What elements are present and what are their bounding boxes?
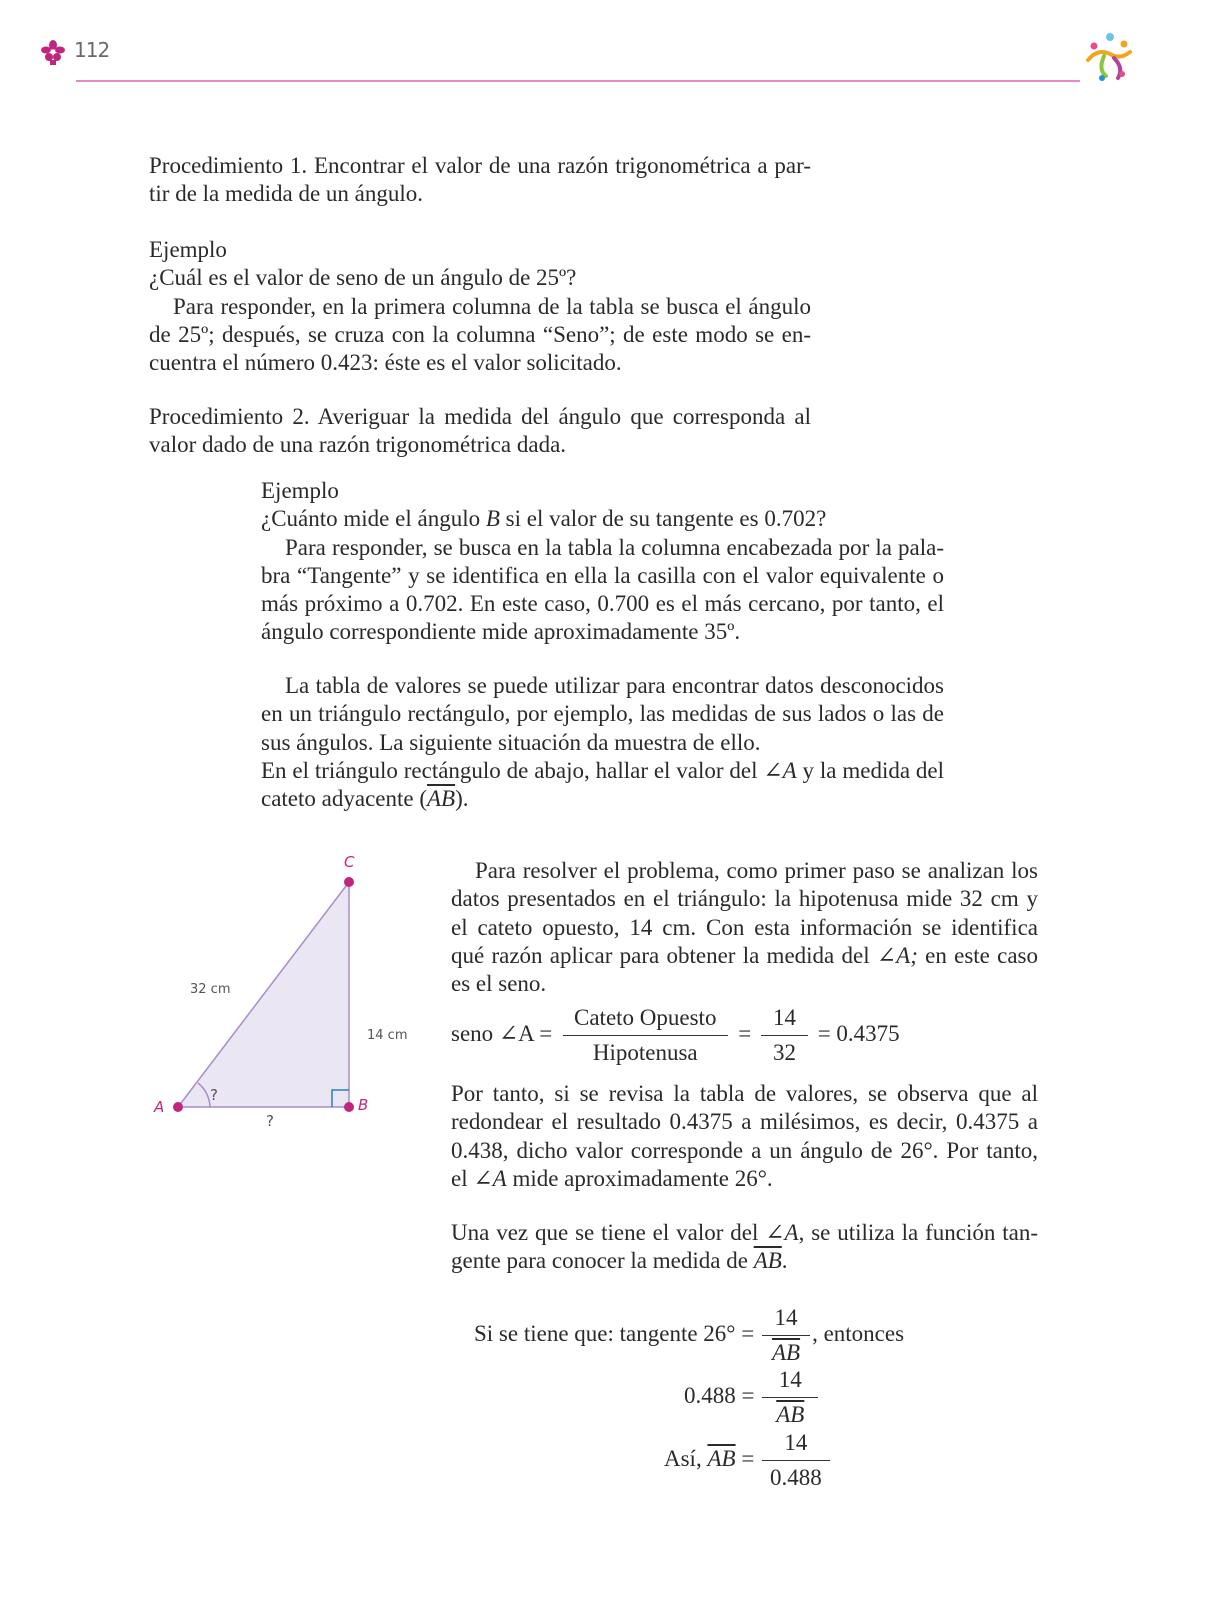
text: cateto adyacente ( [261,786,427,812]
vertex-b-label: B [358,1096,369,1114]
question-text: ¿Cuánto mide el ángulo [261,506,486,532]
fraction [762,1305,810,1366]
ab-equation [664,1430,832,1491]
segment-ab: $\overline{AB}$ [427,786,456,812]
solution-paragraph-3 [451,1219,1038,1276]
paragraph-line [261,757,944,785]
paragraph-line [261,785,944,813]
fraction-values [761,1005,808,1066]
equals-sign: = [738,1020,752,1046]
sine-equation [451,1005,900,1066]
solution-paragraph-2 [451,1080,1038,1193]
segment-ab: $\overline{AB}$ [707,1445,736,1471]
header-rule [76,80,1080,82]
opposite-side-label: 14 cm [367,1028,408,1043]
fraction-denominator: 32 [761,1035,808,1066]
example-label: Ejemplo [261,478,339,503]
text: y la medida del [796,757,944,783]
paragraph-line: Por tanto, si se revisa la tabla de valores, se observa que al [451,1081,1038,1106]
example-line: Para responder, se busca en la tabla la columna encabezada por la pala- [285,534,944,560]
angle-symbol: ∠A [473,1165,507,1191]
vertex-c-label: C [344,855,355,871]
paragraph-line: redondear el resultado 0.4375 a milésimos, es decir, 0.4375 a [451,1109,1038,1135]
angle-symbol: ∠A [765,1220,799,1245]
right-triangle-figure [140,855,420,1155]
example-1 [149,236,811,377]
flower-ornament-icon [40,40,66,66]
solution-paragraph-1 [451,857,1038,998]
text: . [781,1248,788,1274]
fraction-sides [562,1005,728,1066]
text: qué razón aplicar para obtener la medida del [451,942,877,968]
text: mide aproximadamente 26°. [506,1165,773,1191]
paragraph-line: La tabla de valores se puede utilizar para encontrar datos desconocidos [285,673,944,698]
equation-result: = 0.4375 [817,1020,900,1046]
paragraph-line: el cateto opuesto, 14 cm. Con esta información se identifica [451,914,1038,940]
example-line: Para responder, en la primera columna de la tabla se busca el ángulo [173,293,811,319]
paragraph-line: datos presentados en el triángulo: la hipotenusa mide 32 cm y [451,886,1038,912]
procedure-2-line: valor dado de una razón trigonométrica dada. [149,432,567,458]
question-text: si el valor de su tangente es 0.702? [499,506,827,532]
text: ). [455,786,469,812]
example-label: Ejemplo [149,237,227,262]
paragraph-line: Para resolver el problema, como primer paso se analizan los [475,858,1038,883]
vertex-b-point [344,1102,354,1112]
procedure-1-line: tir de la medida de un ángulo. [149,181,424,207]
base-unknown-label: ? [266,1112,274,1130]
fraction-numerator: 14 [784,1430,808,1455]
fraction-numerator: 14 [778,1367,802,1392]
vertex-a-point [173,1102,183,1112]
example-line: más próximo a 0.702. En este caso, 0.700 es el más cercano, por tanto, el [261,591,944,617]
fraction-denominator: Hipotenusa [563,1035,728,1066]
equation-lhs: Así, [664,1445,708,1471]
example-line: ángulo correspondiente mide aproximadamente 35º. [261,619,741,645]
text: gente para conocer la medida de [451,1248,754,1274]
fraction [762,1430,830,1491]
equation-lhs: seno ∠A = [451,1020,553,1046]
fraction-denominator: AB [762,1397,818,1428]
paragraph-line: en un triángulo rectángulo, por ejemplo, las medidas de sus lados o las de [261,701,944,727]
text: Una vez que se tiene el valor del [451,1220,766,1245]
paragraph-line [451,1165,1038,1193]
segment-ab: $\overline{AB}$ [753,1248,782,1274]
paragraph-line: 0.438, dicho valor corresponde a un ángulo de 26°. Por tanto, [451,1137,1038,1163]
text: En el triángulo rectángulo de abajo, hallar el valor del [261,757,764,783]
text: el [451,1165,474,1191]
angle-unknown-label: ? [210,1086,218,1104]
procedure-1 [149,152,811,209]
fraction-denominator: AB [762,1335,810,1366]
angle-variable: B [485,506,500,532]
example-line: bra “Tangente” y se identifica en ella la casilla con el valor equivalente o [261,562,944,588]
angle-symbol: ∠A; [876,942,918,968]
procedure-2 [149,403,811,460]
paragraph-line [451,942,1038,970]
procedure-2-line: Procedimiento 2. Averiguar la medida del ángulo que corresponda al [149,404,811,429]
paragraph-line [451,1219,1038,1247]
example-line: cuentra el número 0.423: éste es el valor solicitado. [149,350,622,376]
fraction-numerator: 14 [772,1005,796,1030]
equation-tail: , entonces [812,1320,905,1346]
table-use-paragraph [261,672,944,813]
page-number: 112 [74,38,110,62]
hypotenuse-label: 32 cm [190,982,231,997]
equation-lhs: Si se tiene que: tangente 26° = [474,1320,755,1346]
equation-lhs: 0.488 = [684,1382,755,1408]
example-line: de 25º; después, se cruza con la columna “Seno”; de este modo se en- [149,321,811,347]
paragraph-line [451,1247,1038,1275]
example-question [261,505,944,533]
tangent-value-equation [684,1367,820,1428]
tangent-equation [474,1305,904,1366]
fraction-numerator: Cateto Opuesto [574,1005,717,1030]
paragraph-line: sus ángulos. La siguiente situación da muestra de ello. [261,729,761,755]
example-question: ¿Cuál es el valor de seno de un ángulo de 25º? [149,265,577,291]
vertex-c-point [344,877,354,887]
dancing-figure-logo-icon [1080,30,1138,84]
fraction-denominator: 0.488 [762,1460,830,1491]
fraction [762,1367,818,1428]
angle-symbol: ∠A [763,757,797,783]
text: , se utiliza la función tan- [798,1220,1038,1245]
paragraph-line: es el seno. [451,971,547,997]
fraction-numerator: 14 [774,1305,798,1330]
vertex-a-label: A [154,1098,165,1116]
equals-sign: = [735,1445,755,1471]
example-2 [261,477,944,647]
text: en este caso [917,942,1038,968]
procedure-1-line: Procedimiento 1. Encontrar el valor de una razón trigonométrica a par- [149,153,811,178]
